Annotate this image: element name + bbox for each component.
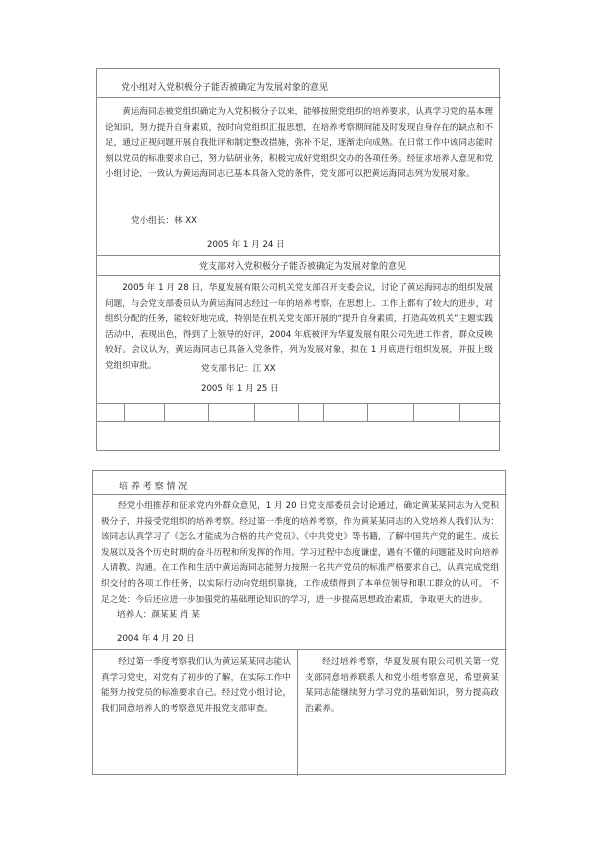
divider <box>93 649 507 650</box>
grid-cell-divider <box>323 403 324 421</box>
divider <box>97 97 501 98</box>
grid-cell-divider <box>124 403 125 421</box>
grid-cell-divider <box>459 403 460 421</box>
grid-cell-divider <box>208 403 209 421</box>
branch-review-note: 经过培养考察，华夏发展有限公司机关第一党支部同意培养联系人和党小组考察意见，希望黄某某同志能继续努力学习党的基础知识，努力提高政治素养。 <box>305 657 499 714</box>
branch-opinion-title: 党支部对入党积极分子能否被确定为发展对象的意见 <box>199 262 407 272</box>
party-group-leader-signature: 党小组长：林 XX <box>131 216 198 226</box>
divider <box>97 255 501 256</box>
lower-form-sheet <box>92 470 506 775</box>
grid-cell-divider <box>413 403 414 421</box>
training-observation-date: 2004 年 4 月 20 日 <box>117 634 195 644</box>
upper-form-sheet <box>96 68 500 451</box>
branch-opinion-date: 2005 年 1 月 25 日 <box>201 384 279 394</box>
party-group-opinion-body: 黄运海同志被党组织确定为入党积极分子以来，能够按照党组织的培养要求，认真学习党的基本理论知识，努力提升自身素质，按时向党组织汇报思想，在培养考察期间能及时发现自身存在的缺点和不足，通过正视问题开展自我批评和制定整改措施，弥补不足，逐渐走向成熟。在日常工作中该同志能时刻以党员的标准要求自己，努力钻研业务，积极完成好党组织交办的各项任务。经征求培养人意见和党小组讨论，一致认为黄运海同志已基本具备入党的条件，党支部可以把黄运海同志列为发展对象。 <box>105 107 493 180</box>
divider <box>97 275 501 276</box>
branch-opinion-body: 2005 年 1 月 28 日，华夏发展有限公司机关党支部召开支委会议，讨论了黄运海同志的组织发展问题，与会党支部委员认为黄运海同志经过一年的培养考察，在思想上、工作上都有了较大的进步，对组织分配的任务，能较好地完成，特别是在机关党支部开展的“提升自身素质，打造高效机关”主题实践活动中，表现出色，得到了上领导的好评，2004 年底被评为华夏发展有限公司先进工作者，群众反映较好。会议认为，黄运海同志已具备入党条件，列为发展对象，拟在 1 月底进行组织发展，并报上级党组织审批。 <box>105 283 493 371</box>
column-divider <box>297 649 298 776</box>
grid-cell-divider <box>367 403 368 421</box>
grid-cell-divider <box>164 403 165 421</box>
divider <box>93 494 507 495</box>
branch-secretary-signature: 党支部书记：江 XX <box>201 364 276 374</box>
trainer-signature: 培养人：颜某某 肖 某 <box>117 610 200 620</box>
party-group-review-note: 经过第一季度考察我们认为黄运某某同志能认真学习党史，对党有了初步的了解，在实际工作中能努力按党员的标准要求自己。经过党小组讨论，我们同意培养人的考察意见并报党支部审查。 <box>101 657 291 714</box>
grid-cell-divider <box>254 403 255 421</box>
training-observation-title: 培 养 考 察 情 况 <box>119 482 188 492</box>
party-group-opinion-date: 2005 年 1 月 24 日 <box>207 240 285 250</box>
signature-grid-top <box>97 403 501 404</box>
training-observation-body: 经党小组推荐和征求党内外群众意见，1 月 20 日党支部委员会讨论通过，确定黄某某同志为入党积极分子，并接受党组织的培养考察。经过第一季度的培养考察，作为黄某某同志的入党培养人我们认为：该同志认真学习了《怎么才能成为合格的共产党员》、《中共党史》等书籍，了解中国共产党的诞生、成长发展以及各个历史时期的奋斗历程和所发挥的作用。学习过程中态度谦虚，遇有不懂的问题能及时向培养人请教、沟通。在工作和生活中黄运海同志能努力按照一名共产党员的标准严格要求自己，认真完成党组织交付的各项工作任务，以实际行动向党组织靠拢，工作成绩得到了本单位领导和职工群众的认可。 不足之处：今后还应进一步加强党的基础理论知识的学习，进一步提高思想政治素质，争取更大的进步。 <box>101 501 499 605</box>
grid-cell-divider <box>298 403 299 421</box>
signature-grid-bottom <box>97 421 501 422</box>
party-group-opinion-title: 党小组对入党积极分子能否被确定为发展对象的意见 <box>121 83 329 93</box>
